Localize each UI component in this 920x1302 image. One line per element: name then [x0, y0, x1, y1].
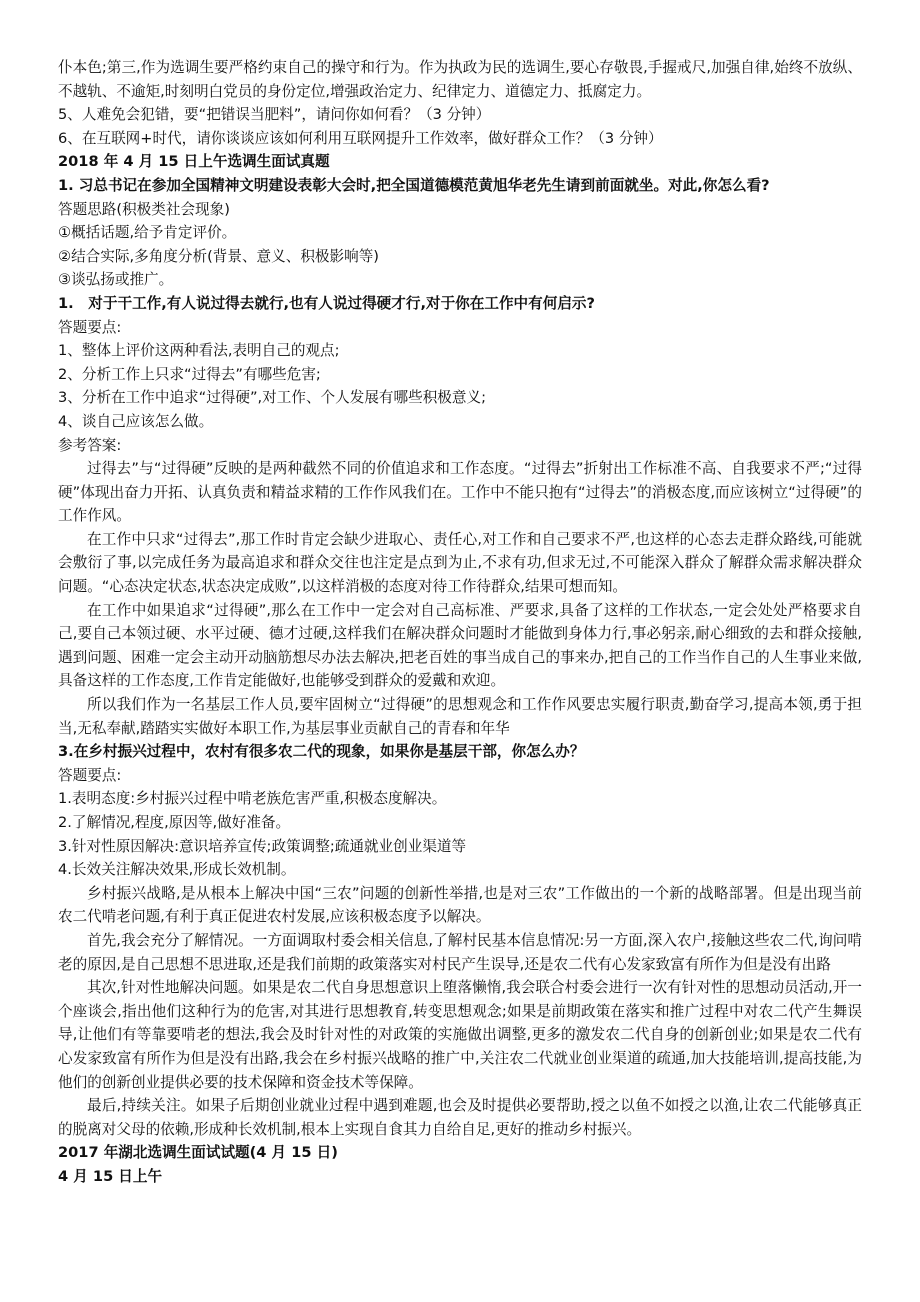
answer-paragraph-3: 在工作中如果追求“过得硬”,那么在工作中一定会对自己高标准、严要求,具备了这样的工作状态,一定会处处严格要求自己,要自己本领过硬、水平过硬、德才过硬,这样我们在解决群众问题时才能做到身体力行,事必躬亲,耐心细致的去和群众接触,遇到问题、困难一定会主动开动脑筋想尽办法去解决,把老百姓的事当成自己的事来办,把自己的工作当作自己的人生事业来做,具备这样的工作态度,工作肯定能做好,也能够受到群众的爱戴和欢迎。 [58, 601, 862, 690]
question-6: 6、在互联网+时代，请你谈谈应该如何利用互联网提升工作效率，做好群众工作？（3 分钟） [58, 129, 663, 147]
answer-paragraph-4: 所以我们作为一名基层工作人员,要牢固树立“过得硬”的思想观念和工作作风要忠实履行职责,勤奋学习,提高本领,勇于担当,无私奉献,踏踏实实做好本职工作,为基层事业贡献自己的青春和年华 [58, 696, 862, 737]
approach-item-1: ①概括话题,给予肯定评价。 [58, 224, 237, 242]
answer2-paragraph-4: 最后,持续关注。如果子后期创业就业过程中遇到难题,也会及时提供必要帮助,授之以鱼不如授之以渔,让农二代能够真正的脱离对父母的依赖,形成种长效机制,根本上实现自食其力自给自足,更好的推动乡村振兴。 [58, 1097, 862, 1138]
answer2-paragraph-2: 首先,我会充分了解情况。一方面调取村委会相关信息,了解村民基本信息情况:另一方面,深入农户,接触这些农二代,询问啃老的原因,是自己思想不思进取,还是我们前期的政策落实对村民产生误导,还是农二代有心发家致富有所作为但是没有出路 [58, 931, 862, 973]
key-points-label: 答题要点: [58, 318, 122, 336]
section-heading-2018: 2018 年 4 月 15 日上午选调生面试真题 [58, 153, 330, 171]
key-point-2-1: 1.表明态度:乡村振兴过程中啃老族危害严重,积极态度解决。 [58, 790, 447, 808]
key-point-2-3: 3.针对性原因解决:意识培养宣传;政策调整;疏通就业创业渠道等 [58, 837, 467, 855]
answer2-paragraph-1: 乡村振兴战略,是从根本上解决中国“三农”问题的创新性举措,也是对三农”工作做出的一个新的战略部署。但是出现当前农二代啃老问题,有利于真正促进农村发展,应该积极态度予以解决。 [58, 884, 862, 926]
answer-approach-label: 答题思路(积极类社会现象) [58, 200, 230, 218]
section-heading-2017: 2017 年湖北选调生面试试题(4 月 15 日) [58, 1144, 338, 1162]
approach-item-2: ②结合实际,多角度分析(背景、意义、积极影响等) [58, 247, 379, 265]
answer2-paragraph-3: 其次,针对性地解决问题。如果是农二代自身思想意识上堕落懒惰,我会联合村委会进行一次有针对性的思想动员活动,开一个座谈会,指出他们这种行为的危害,对其进行思想教育,转变思想观念;如果是前期政策在落实和推广过程中对农二代产生舞误导,让他们有等靠要啃老的想法,我会及时针对性的对政策的实施做出调整,更多的激发农二代自身的创新创业;如果是农二代有心发家致富有所作为但是没有出路,我会在乡村振兴战略的推广中,关注农二代就业创业渠道的疏通,加大技能培训,提高技能,为他们的创新创业提供必要的技术保障和资金技术等保障。 [58, 979, 862, 1091]
sub-heading-morning: 4 月 15 日上午 [58, 1167, 163, 1185]
key-point-2-4: 4.长效关注解决效果,形成长效机制。 [58, 861, 296, 879]
paragraph-1: 仆本色;第三,作为选调生要严格约束自己的操守和行为。作为执政为民的选调生,要心存敬畏,手握戒尺,加强自律,始终不放纵、不越轨、不逾矩,时刻明白党员的身份定位,增强政治定力、纪律定力、道德定力、抵腐定力。 [58, 59, 862, 100]
key-point-3: 3、分析在工作中追求“过得硬”,对工作、个人发展有哪些积极意义; [58, 389, 486, 407]
key-point-1: 1、整体上评价这两种看法,表明自己的观点; [58, 342, 340, 360]
question-5: 5、人难免会犯错，要“把错误当肥料”，请问你如何看？（3 分钟） [58, 106, 491, 124]
key-point-2-2: 2.了解情况,程度,原因等,做好准备。 [58, 814, 291, 831]
key-points-label-2: 答题要点: [58, 766, 122, 784]
reference-answer-label: 参考答案: [58, 436, 122, 454]
approach-item-3: ③谈弘扬或推广。 [58, 271, 174, 289]
answer-paragraph-1: 过得去”与“过得硬”反映的是两种截然不同的价值追求和工作态度。“过得去”折射出工作标准不高、自我要求不严;“过得硬”体现出奋力开拓、认真负责和精益求精的工作作风我们在。工作中不能只抱有“过得去”的消极态度,而应该树立“过得硬”的工作作风。 [58, 460, 862, 525]
key-point-2: 2、分析工作上只求“过得去”有哪些危害; [58, 365, 321, 383]
question-2-heading: 1. 对于干工作,有人说过得去就行,也有人说过得硬才行,对于你在工作中有何启示? [58, 294, 595, 312]
question-3-heading: 3.在乡村振兴过程中，农村有很多农二代的现象，如果你是基层干部，你怎么办？ [58, 743, 585, 761]
question-1-heading: 1. 习总书记在参加全国精神文明建设表彰大会时,把全国道德模范黄旭华老先生请到前面就坐。对此,你怎么看? [58, 176, 770, 194]
answer-paragraph-2: 在工作中只求“过得去”,那工作时肯定会缺少进取心、责任心,对工作和自己要求不严,也这样的心态去走群众路线,可能就会敷衍了事,以完成任务为最高追求和群众交往也注定是点到为止,不求有功,但求无过,不可能深入群众了解群众需求解决群众问题。“心态决定状态,状态决定成败”,以这样消极的态度对待工作待群众,结果可想而知。 [58, 530, 862, 596]
key-point-4: 4、谈自己应该怎么做。 [58, 412, 214, 430]
